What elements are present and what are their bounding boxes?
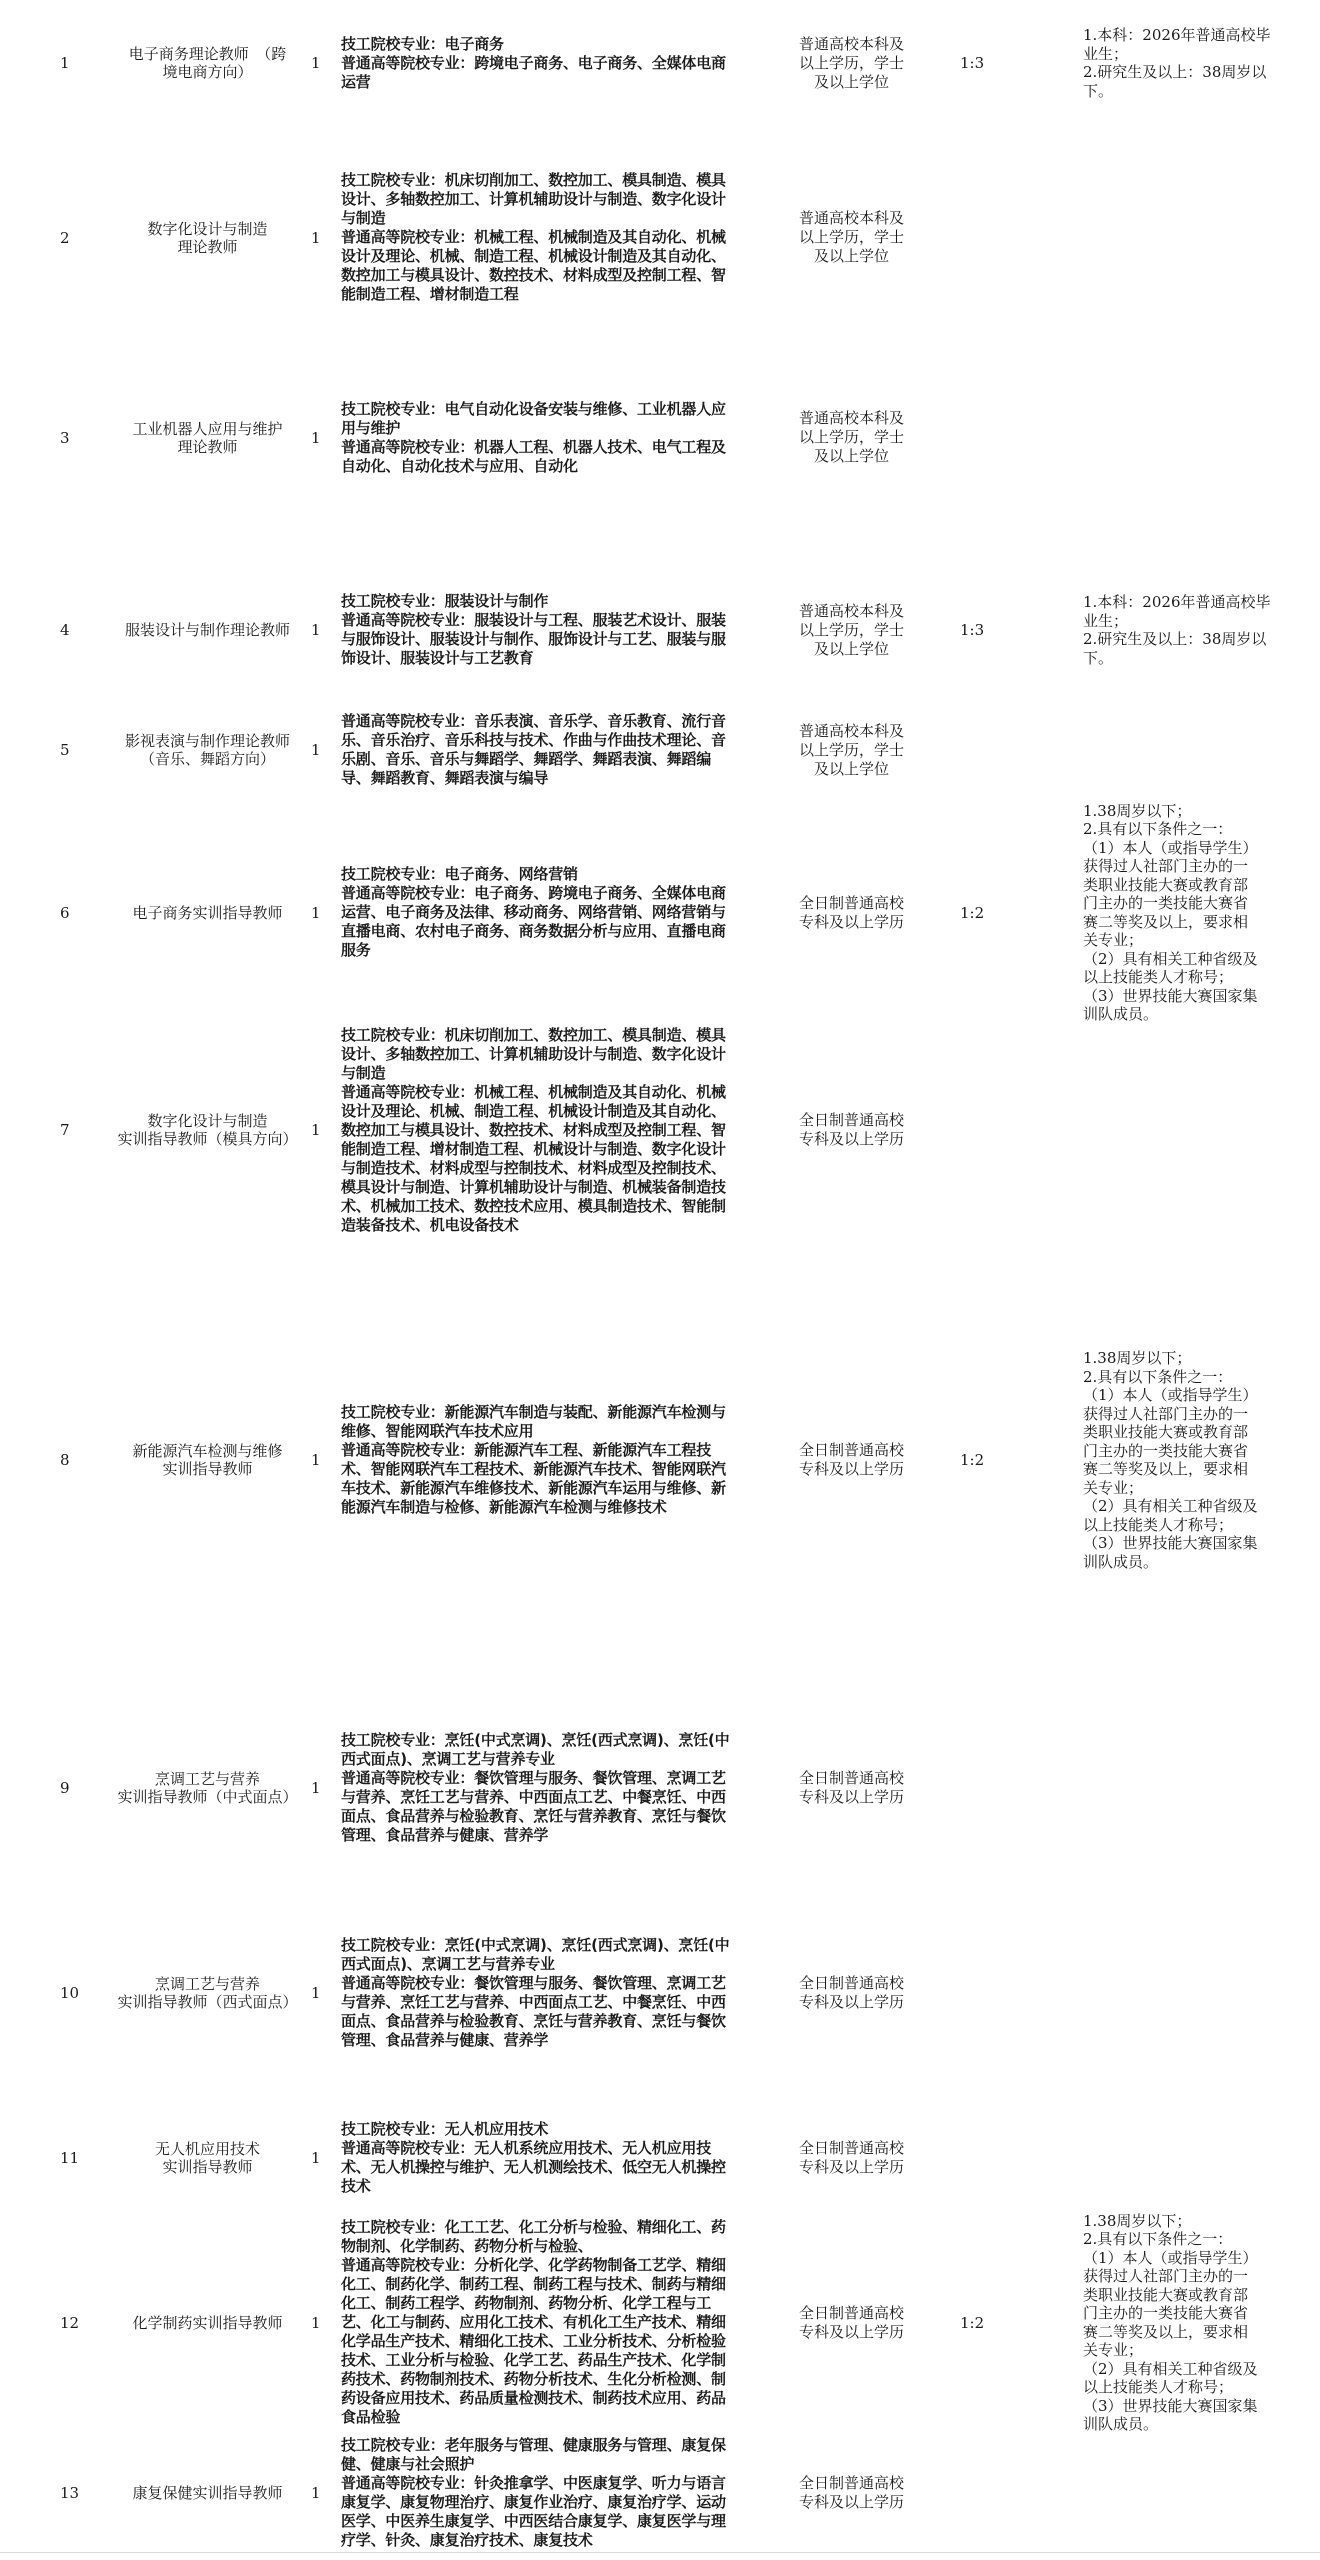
row-number: 8 (60, 1451, 70, 1469)
other-requirements: 1.本科：2026年普通高校毕 业生； 2.研究生及以上：38周岁以 下。 (1083, 26, 1271, 100)
major-requirements: 普通高等院校专业：音乐表演、音乐学、音乐教育、流行音 乐、音乐治疗、音乐科技与技术、作曲与作曲技术理论、音 乐剧、音乐、音乐与舞蹈学、舞蹈学、舞蹈表演、舞蹈编 导、舞蹈教育、舞蹈表演与编导 (341, 712, 726, 787)
education-requirement: 普通高校本科及 以上学历，学士 及以上学位 (798, 34, 904, 91)
table-row (0, 700, 1320, 800)
table-row (0, 1720, 1320, 1855)
other-requirements: 1.38周岁以下； 2.具有以下条件之一： （1）本人（或指导学生） 获得过人社部门主办的一 类职业技能大赛或教育部 门主办的一类技能大赛省 赛二等奖及以上，要求相 关专业； （2）具有相关工种省级及 以上技能类人才称号； （3）世界技能大赛国家集 训队成员。 (1083, 2211, 1258, 2433)
education-requirement: 全日制普通高校 专科及以上学历 (798, 1973, 904, 2011)
exam-ratio (960, 1025, 1030, 1235)
page-bottom-divider (0, 2552, 1320, 2553)
education-requirement: 全日制普通高校 专科及以上学历 (798, 2303, 904, 2341)
exam-ratio: 1:2 (960, 2313, 985, 2332)
table-row (0, 1025, 1320, 1235)
row-number: 13 (60, 2484, 80, 2502)
other-requirements (1083, 150, 1293, 325)
row-number: 6 (60, 903, 70, 922)
exam-ratio (960, 2110, 1030, 2205)
major-requirements: 技工院校专业：老年服务与管理、健康服务与管理、康复保 健、健康与社会照护 普通高等院校专业：针灸推拿学、中医康复学、听力与语言 康复学、康复物理治疗、康复作业治疗、康复治疗学、运动 医学、中医养生康复学、中西医结合康复学、康复医学与理 疗学、针灸、康复治疗技术、康复技术 (341, 2436, 726, 2549)
table-row (0, 18, 1320, 108)
row-number: 3 (60, 428, 70, 447)
hire-count: 1 (311, 228, 321, 247)
table-row (0, 1925, 1320, 2060)
post-name: 数字化设计与制造 实训指导教师（模具方向） (117, 1112, 298, 1148)
other-requirements (1083, 1925, 1293, 2060)
education-requirement: 全日制普通高校 专科及以上学历 (798, 893, 904, 931)
major-requirements: 技工院校专业：无人机应用技术 普通高等院校专业：无人机系统应用技术、无人机应用技 术、无人机操控与维护、无人机测绘技术、低空无人机操控 技术 (341, 2119, 726, 2195)
table-row (0, 150, 1320, 325)
post-name: 电子商务理论教师 （跨 境电商方向） (128, 45, 287, 81)
post-name: 工业机器人应用与维护 理论教师 (132, 419, 283, 456)
education-requirement: 全日制普通高校 专科及以上学历 (798, 1441, 904, 1478)
exam-ratio (960, 150, 1030, 325)
post-name: 无人机应用技术 实训指导教师 (154, 2139, 260, 2176)
row-number: 4 (60, 621, 70, 639)
major-requirements: 技工院校专业：机床切削加工、数控加工、模具制造、模具 设计、多轴数控加工、计算机辅助设计与制造、数字化设计 与制造 普通高等院校专业：机械工程、机械制造及其自动化、机械 设计及理论、机械、制造工程、机械设计制造及其自动化、 数控加工与模具设计、数控技术、材料成型及控制工程、智 能制造工程、增材制造工程 (341, 171, 726, 303)
major-requirements: 技工院校专业：电气自动化设备安装与维修、工业机器人应 用与维护 普通高等院校专业：机器人工程、机器人技术、电气工程及 自动化、自动化技术与应用、自动化 (341, 399, 726, 475)
table-row (0, 2210, 1320, 2435)
other-requirements (1083, 1025, 1293, 1235)
exam-ratio (960, 1925, 1030, 2060)
post-name: 烹调工艺与营养 实训指导教师（中式面点） (117, 1769, 298, 1806)
post-name: 新能源汽车检测与维修 实训指导教师 (132, 1442, 283, 1478)
education-requirement: 全日制普通高校 专科及以上学历 (798, 2474, 904, 2511)
major-requirements: 技工院校专业：化工工艺、化工分析与检验、精细化工、药 物制剂、化学制药、药物分析与检验、 普通高等院校专业：分析化学、化学药物制备工艺学、精细 化工、制药化学、制药工程、制药工程与技术、制药与精细 化工、制药工程学、药物制剂、药物分析、化学工程与工 艺、化工与制药、应用化工技术、有机化工生产技术、精细 化学品生产技术、精细化工技术、工业分析技术、分析检验 技术、工业分析与检验、化学工艺、药品生产技术、化学制 药技术、药物制剂技术、药物分析技术、生化分析检测、制 药设备应用技术、药品质量检测技术、制药技术应用、药品 食品检验 (341, 2218, 726, 2426)
major-requirements: 技工院校专业：烹饪(中式烹调)、烹饪(西式烹调)、烹饪(中 西式面点)、烹调工艺与营养专业 普通高等院校专业：餐饮管理与服务、餐饮管理、烹调工艺 与营养、烹饪工艺与营养、中西面点工艺、中餐烹饪、中西 面点、食品营养与检验教育、烹饪与营养教育、烹饪与餐饮 管理、食品营养与健康、营养学 (341, 1730, 730, 1844)
other-requirements (1083, 700, 1293, 800)
post-name: 电子商务实训指导教师 (132, 903, 283, 922)
table-row (0, 2110, 1320, 2205)
hire-count: 1 (311, 2313, 321, 2332)
table-row (0, 1340, 1320, 1580)
major-requirements: 技工院校专业：电子商务、网络营销 普通高等院校专业：电子商务、跨境电子商务、全媒体电商 运营、电子商务及法律、移动商务、网络营销、网络营销与 直播电商、农村电子商务、商务数据分析与应用、直播电商 服务 (341, 865, 726, 959)
hire-count: 1 (311, 1983, 321, 2002)
row-number: 12 (60, 2313, 80, 2332)
hire-count: 1 (311, 621, 321, 639)
row-number: 5 (60, 741, 70, 759)
hire-count: 1 (311, 1451, 321, 1469)
education-requirement: 普通高校本科及 以上学历，学士 及以上学位 (798, 601, 904, 658)
education-requirement: 普通高校本科及 以上学历，学士 及以上学位 (798, 721, 904, 778)
hire-count: 1 (311, 741, 321, 759)
major-requirements: 技工院校专业：机床切削加工、数控加工、模具制造、模具 设计、多轴数控加工、计算机辅助设计与制造、数字化设计 与制造 普通高等院校专业：机械工程、机械制造及其自动化、机械 设计及理论、机械、制造工程、机械设计制造及其自动化、 数控加工与模具设计、数控技术、材料成型及控制工程、智 能制造工程、增材制造工程、机械设计与制造、数字化设计 与制造技术、材料成型与控制技术、材料成型及控制技术、 模具设计与制造、计算机辅助设计与制造、机械装备制造技 术、机械加工技术、数控技术应用、模具制造技术、智能制 造装备技术、机电设备技术 (341, 1025, 726, 1234)
exam-ratio (960, 1720, 1030, 1855)
row-number: 11 (60, 2148, 80, 2167)
education-requirement: 全日制普通高校 专科及以上学历 (798, 2138, 904, 2176)
post-name: 康复保健实训指导教师 (132, 2484, 283, 2502)
other-requirements (1083, 385, 1293, 490)
table-row (0, 580, 1320, 680)
education-requirement: 普通高校本科及 以上学历，学士 及以上学位 (798, 209, 904, 265)
post-name: 烹调工艺与营养 实训指导教师（西式面点） (117, 1974, 298, 2011)
exam-ratio: 1:2 (960, 1451, 985, 1469)
post-name: 服装设计与制作理论教师 (124, 621, 290, 639)
exam-ratio (960, 2436, 1030, 2550)
other-requirements (1083, 1720, 1293, 1855)
other-requirements: 1.38周岁以下； 2.具有以下条件之一： （1）本人（或指导学生） 获得过人社部门主办的一 类职业技能大赛或教育部 门主办的一类技能大赛省 赛二等奖及以上，要求相 关专业； （2）具有相关工种省级及 以上技能类人才称号； （3）世界技能大赛国家集 训队成员。 (1083, 801, 1258, 1023)
table-row (0, 2436, 1320, 2550)
other-requirements: 1.38周岁以下； 2.具有以下条件之一： （1）本人（或指导学生） 获得过人社部门主办的一 类职业技能大赛或教育部 门主办的一类技能大赛省 赛二等奖及以上，要求相 关专业； （2）具有相关工种省级及 以上技能类人才称号； （3）世界技能大赛国家集 训队成员。 (1083, 1349, 1258, 1571)
row-number: 7 (60, 1121, 70, 1139)
major-requirements: 技工院校专业：服装设计与制作 普通高等院校专业：服装设计与工程、服装艺术设计、服装 与服饰设计、服装设计与制作、服饰设计与工艺、服装与服 饰设计、服装设计与工艺教育 (341, 592, 726, 667)
other-requirements: 1.本科：2026年普通高校毕 业生； 2.研究生及以上：38周岁以 下。 (1083, 593, 1271, 667)
education-requirement: 全日制普通高校 专科及以上学历 (798, 1111, 904, 1148)
other-requirements (1083, 2110, 1293, 2205)
hire-count: 1 (311, 54, 321, 72)
row-number: 9 (60, 1778, 70, 1797)
post-name: 化学制药实训指导教师 (132, 2313, 283, 2332)
table-row (0, 385, 1320, 490)
hire-count: 1 (311, 1121, 321, 1139)
education-requirement: 全日制普通高校 专科及以上学历 (798, 1768, 904, 1806)
major-requirements: 技工院校专业：烹饪(中式烹调)、烹饪(西式烹调)、烹饪(中 西式面点)、烹调工艺与营养专业 普通高等院校专业：餐饮管理与服务、餐饮管理、烹调工艺 与营养、烹饪工艺与营养、中西面点工艺、中餐烹饪、中西 面点、食品营养与检验教育、烹饪与营养教育、烹饪与餐饮 管理、食品营养与健康、营养学 (341, 1935, 730, 2049)
education-requirement: 普通高校本科及 以上学历，学士 及以上学位 (798, 409, 904, 465)
post-name: 影视表演与制作理论教师 （音乐、舞蹈方向） (124, 732, 290, 768)
hire-count: 1 (311, 2484, 321, 2502)
exam-ratio (960, 385, 1030, 490)
post-name: 数字化设计与制造 理论教师 (147, 219, 268, 256)
major-requirements: 技工院校专业：新能源汽车制造与装配、新能源汽车检测与 维修、智能网联汽车技术应用 普通高等院校专业：新能源汽车工程、新能源汽车工程技 术、智能网联汽车工程技术、新能源汽车技术、智能网联汽 车技术、新能源汽车维修技术、新能源汽车运用与维修、新 能源汽车制造与检修、新能源汽车检测与维修技术 (341, 1403, 726, 1516)
major-requirements: 技工院校专业：电子商务 普通高等院校专业：跨境电子商务、电子商务、全媒体电商 运营 (341, 34, 726, 91)
exam-ratio: 1:3 (960, 54, 985, 72)
row-number: 2 (60, 228, 70, 247)
other-requirements (1083, 2436, 1293, 2550)
exam-ratio: 1:3 (960, 621, 985, 639)
exam-ratio (960, 700, 1030, 800)
row-number: 10 (60, 1983, 80, 2002)
hire-count: 1 (311, 1778, 321, 1797)
hire-count: 1 (311, 2148, 321, 2167)
hire-count: 1 (311, 428, 321, 447)
table-row (0, 800, 1320, 1025)
row-number: 1 (60, 54, 70, 72)
hire-count: 1 (311, 903, 321, 922)
exam-ratio: 1:2 (960, 903, 985, 922)
